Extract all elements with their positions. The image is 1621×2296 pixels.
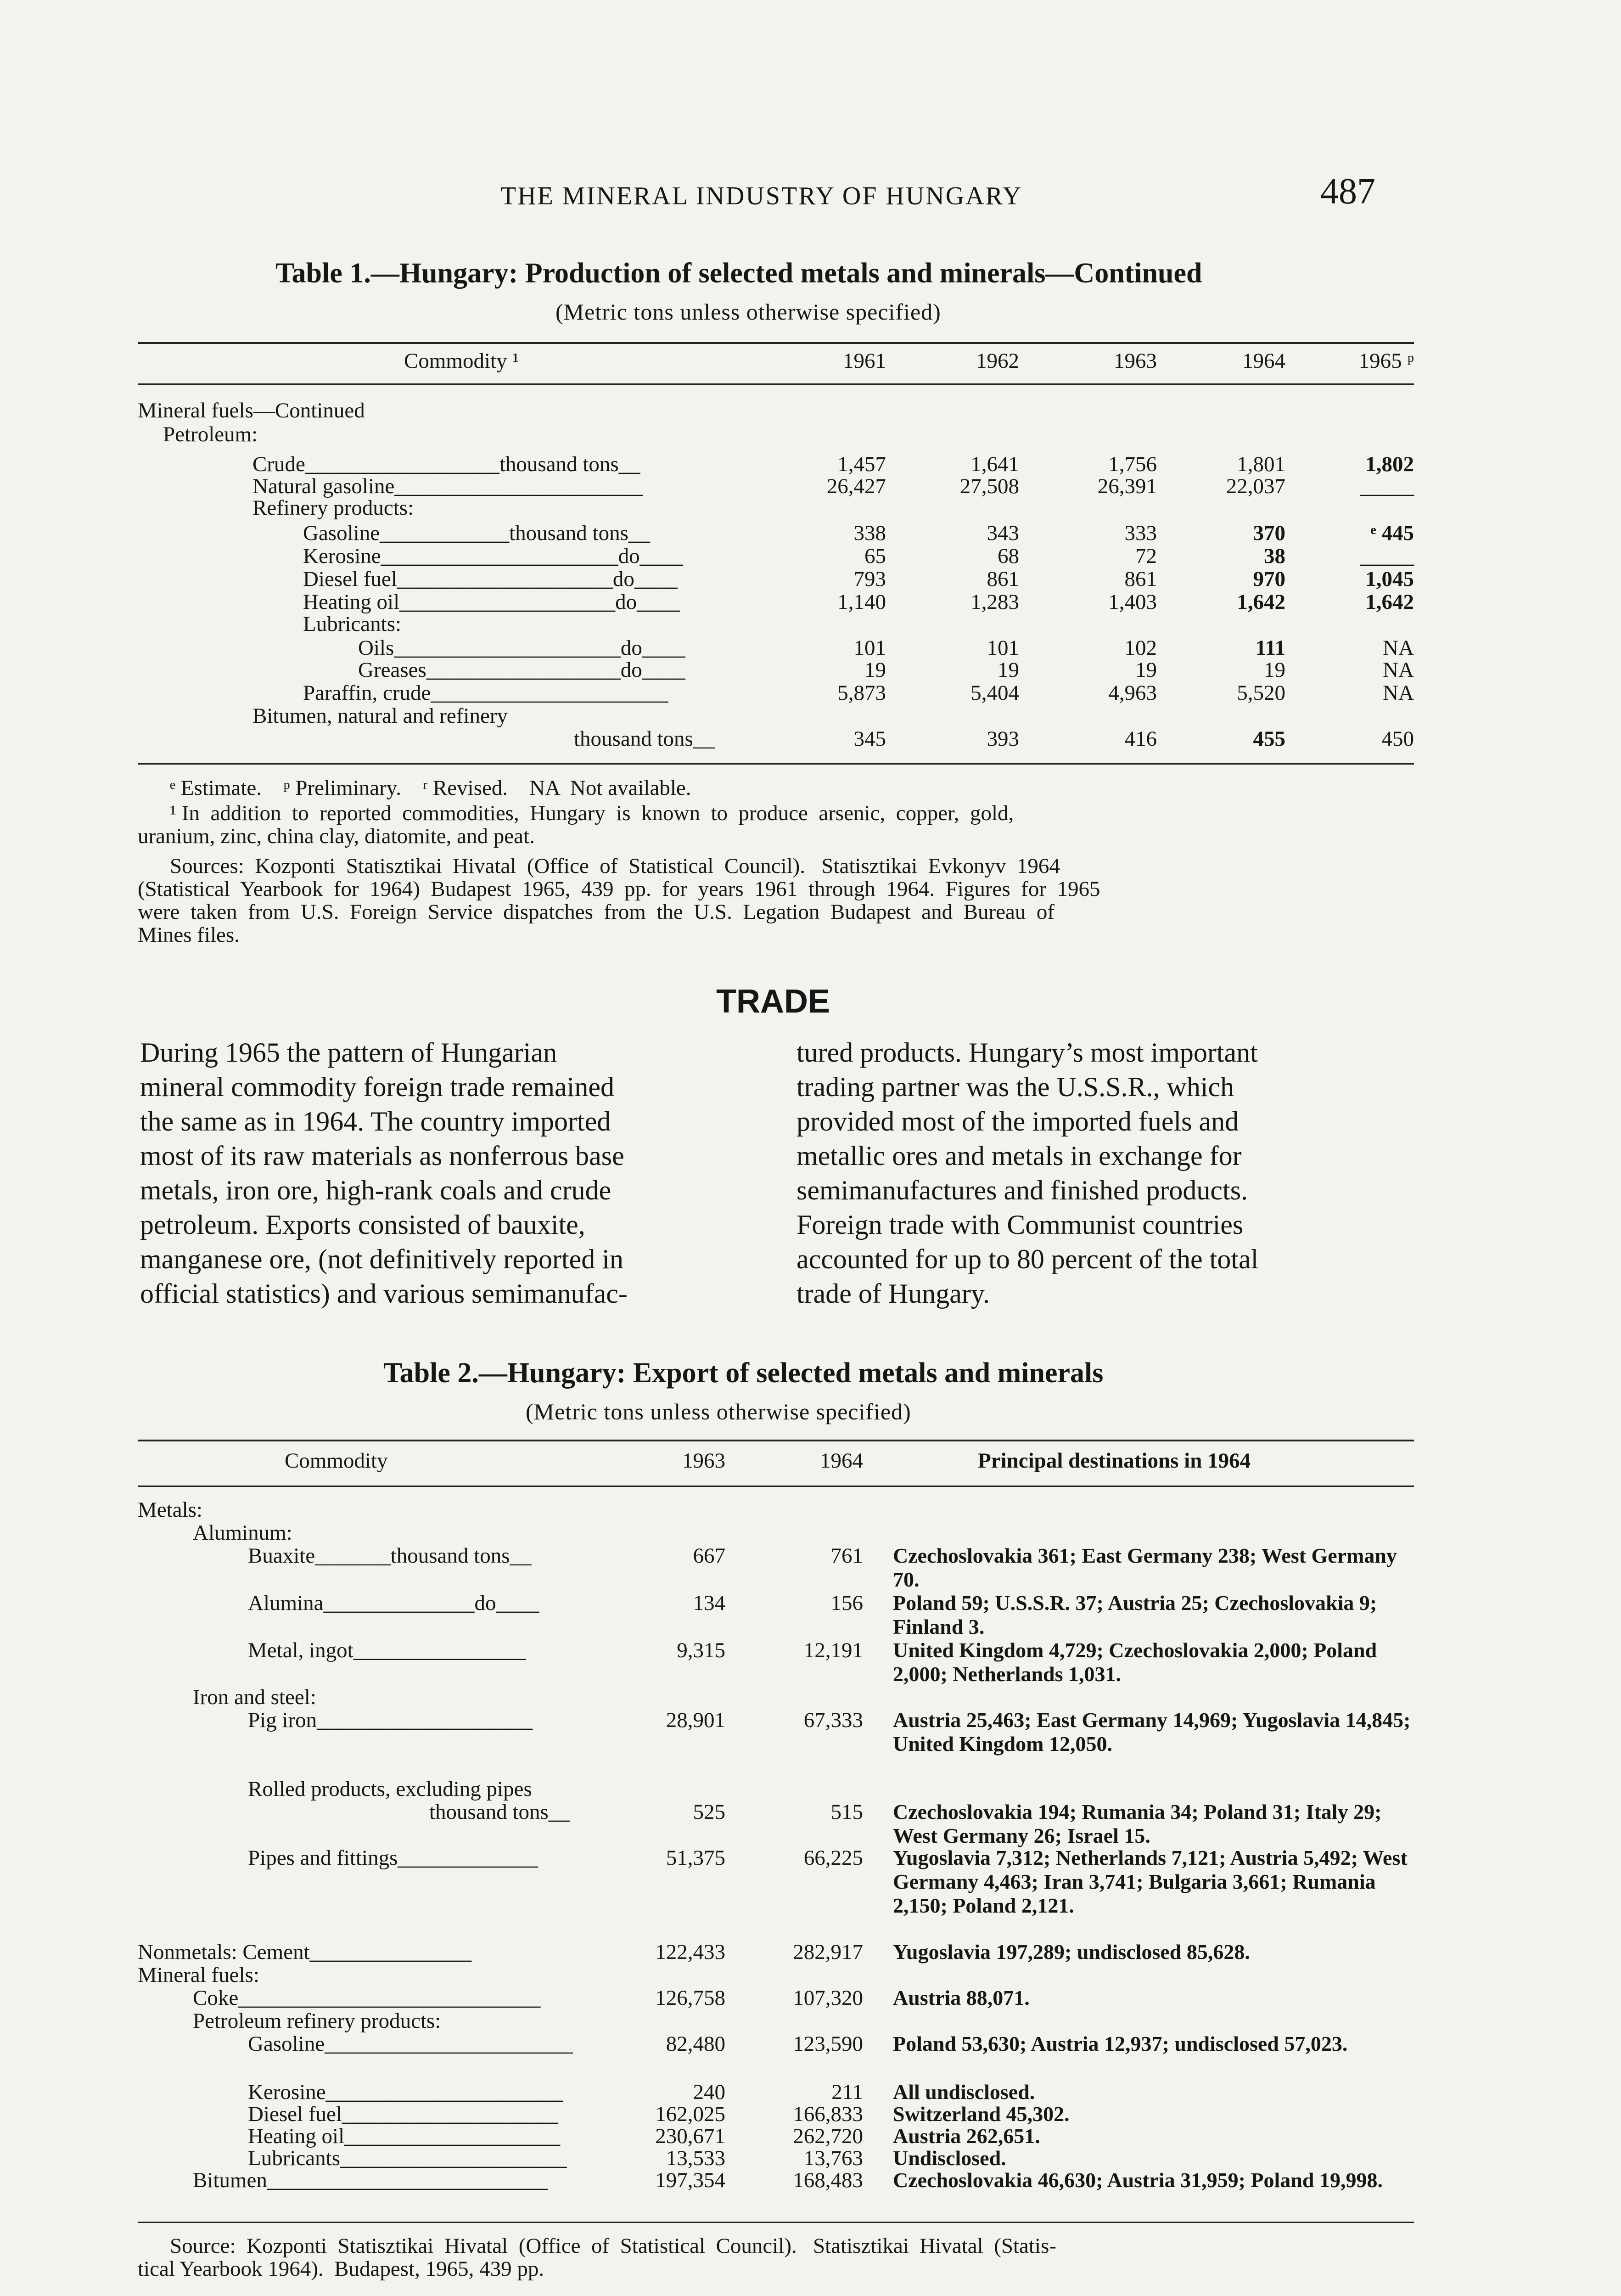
table2-lubricants-1963: 13,533 xyxy=(666,2146,725,2170)
table1-kerosine-1964: 38 xyxy=(1264,544,1285,568)
table2-col-destinations: Principal destinations in 1964 xyxy=(978,1449,1251,1473)
table1-label-diesel: Diesel fuel____________________do____ xyxy=(303,567,678,591)
table1-label-petroleum: Petroleum: xyxy=(163,422,258,446)
table2-coke-1963: 126,758 xyxy=(655,1986,725,2010)
table2-caption: Table 2.—Hungary: Export of selected metals and minerals xyxy=(383,1357,1104,1389)
table1-paraffin-1964: 5,520 xyxy=(1237,681,1285,705)
table2-label-coke: Coke____________________________ xyxy=(193,1986,541,2010)
table1-heating-1962: 1,283 xyxy=(970,590,1019,614)
table1-label-oils: Oils_____________________do____ xyxy=(358,636,685,660)
table2-label-rolled-unit: thousand tons__ xyxy=(429,1800,570,1824)
table2-bitumen-1963: 197,354 xyxy=(655,2168,725,2192)
table2-heating-destinations: Austria 262,651. xyxy=(893,2124,1040,2148)
table2-label-aluminum: Aluminum: xyxy=(193,1521,292,1545)
table2-diesel-1963: 162,025 xyxy=(655,2102,725,2126)
table1-paraffin-1963: 4,963 xyxy=(1108,681,1157,705)
trade-left-line: mineral commodity foreign trade remained xyxy=(140,1072,614,1102)
table2-lubricants-destinations: Undisclosed. xyxy=(893,2146,1006,2170)
table2-buaxite-destinations: Czechoslovakia 361; East Germany 238; West Germany 70. xyxy=(893,1544,1397,1591)
table1-diesel-1961: 793 xyxy=(853,567,886,591)
table2-pig-iron-1964: 67,333 xyxy=(803,1708,863,1732)
table1-greases-1962: 19 xyxy=(998,658,1019,682)
trade-paragraph-left xyxy=(140,1035,751,1311)
table1-bitumen-1962: 393 xyxy=(987,727,1019,751)
table2-cement-destinations: Yugoslavia 197,289; undisclosed 85,628. xyxy=(893,1940,1250,1964)
table2-label-metal-ingot: Metal, ingot________________ xyxy=(248,1638,526,1662)
table2-kerosine-1964: 211 xyxy=(831,2080,863,2104)
table2-col-commodity: Commodity xyxy=(285,1449,388,1473)
trade-left-line: During 1965 the pattern of Hungarian xyxy=(140,1037,557,1068)
table1-label-paraffin: Paraffin, crude______________________ xyxy=(303,681,668,705)
table1-label-refinery: Refinery products: xyxy=(252,496,414,520)
table2-label-gasoline: Gasoline_______________________ xyxy=(248,2032,573,2056)
table2-coke-destinations: Austria 88,071. xyxy=(893,1986,1030,2009)
table1-bitumen-1964: 455 xyxy=(1253,727,1285,751)
table1-paraffin-1961: 5,873 xyxy=(837,681,886,705)
trade-right-line: semimanufactures and finished products. xyxy=(796,1175,1248,1205)
table1-gasoline-1962: 343 xyxy=(987,521,1019,545)
table2-pig-iron-destinations: Austria 25,463; East Germany 14,969; Yugoslavia 14,845; United Kingdom 12,050. xyxy=(893,1708,1411,1756)
table2-label-petro: Petroleum refinery products: xyxy=(193,2009,441,2033)
table1-footnote-legend: ᵉ Estimate. ᵖ Preliminary. ʳ Revised. NA Not available. xyxy=(170,776,691,800)
trade-right-line: accounted for up to 80 percent of the total xyxy=(796,1244,1259,1274)
table2-label-buaxite: Buaxite_______thousand tons__ xyxy=(248,1544,532,1568)
table1-col-1962: 1962 xyxy=(976,349,1019,373)
table1-natgas-1963: 26,391 xyxy=(1097,474,1157,498)
trade-paragraph-right xyxy=(796,1035,1412,1311)
table2-gasoline-1964: 123,590 xyxy=(793,2032,863,2056)
table1-label-mineral-fuels: Mineral fuels—Continued xyxy=(138,399,365,422)
table2-rolled-destinations: Czechoslovakia 194; Rumania 34; Poland 31; Italy 29; West Germany 26; Israel 15. xyxy=(893,1800,1382,1847)
table2-metal-ingot-1964: 12,191 xyxy=(803,1638,863,1662)
table1-label-bitumen: Bitumen, natural and refinery xyxy=(252,704,508,728)
table2-rolled-1964: 515 xyxy=(830,1800,863,1824)
table1-oils-1963: 102 xyxy=(1124,636,1157,660)
table1-col-1965: 1965 ᵖ xyxy=(1358,349,1414,373)
table2-pig-iron-1963: 28,901 xyxy=(666,1708,725,1732)
table2-head-rule xyxy=(138,1486,1414,1487)
table1-footnote-1b: uranium, zinc, china clay, diatomite, and peat. xyxy=(138,824,535,848)
table1-sources-a: Sources: Kozponti Statisztikai Hivatal (Office of Statistical Council). Statisztikai Evkonyv 1964 xyxy=(170,854,1060,878)
table2-cement-1963: 122,433 xyxy=(655,1940,725,1964)
trade-left-line: petroleum. Exports consisted of bauxite, xyxy=(140,1210,585,1240)
trade-left-line: manganese ore, (not definitively reported in xyxy=(140,1244,623,1274)
table1-label-greases: Greases__________________do____ xyxy=(358,658,685,682)
table2-metal-ingot-1963: 9,315 xyxy=(677,1638,725,1662)
table1-oils-1962: 101 xyxy=(987,636,1019,660)
table1-natgas-1962: 27,508 xyxy=(959,474,1019,498)
table2-col-1963: 1963 xyxy=(682,1449,725,1473)
trade-heading: TRADE xyxy=(716,983,830,1020)
table1-crude-1963: 1,756 xyxy=(1108,452,1157,476)
table2-pipes-1963: 51,375 xyxy=(666,1846,725,1870)
table2-bitumen-1964: 168,483 xyxy=(793,2168,863,2192)
running-header: THE MINERAL INDUSTRY OF HUNGARY xyxy=(500,182,1023,210)
trade-right-line: provided most of the imported fuels and xyxy=(796,1106,1239,1137)
trade-left-line: metals, iron ore, high-rank coals and crude xyxy=(140,1175,611,1205)
table1-oils-1965: NA xyxy=(1383,636,1414,660)
table1-gasoline-1963: 333 xyxy=(1124,521,1157,545)
trade-left-line: most of its raw materials as nonferrous base xyxy=(140,1141,624,1171)
table1-kerosine-1965: _____ xyxy=(1360,544,1414,568)
table1-col-commodity: Commodity ¹ xyxy=(404,349,519,373)
table2-cement-1964: 282,917 xyxy=(793,1940,863,1964)
trade-right-line: trading partner was the U.S.S.R., which xyxy=(796,1072,1234,1102)
table1-label-crude: Crude__________________thousand tons__ xyxy=(252,452,640,476)
trade-left-line: official statistics) and various semimanufac- xyxy=(140,1278,628,1309)
table1-natgas-1961: 26,427 xyxy=(826,474,886,498)
table1-footnote-1a: ¹ In addition to reported commodities, Hungary is known to produce arsenic, copper, gold, xyxy=(170,801,1014,825)
table2-subtitle: (Metric tons unless otherwise specified) xyxy=(526,1399,911,1424)
table2-label-iron-steel: Iron and steel: xyxy=(193,1685,316,1709)
table2-buaxite-1964: 761 xyxy=(830,1544,863,1568)
table2-gasoline-1963: 82,480 xyxy=(666,2032,725,2056)
table2-col-1964: 1964 xyxy=(820,1449,863,1473)
table2-pipes-1964: 66,225 xyxy=(803,1846,863,1870)
table1-paraffin-1962: 5,404 xyxy=(970,681,1019,705)
table1-bottom-rule xyxy=(138,763,1414,765)
table2-diesel-destinations: Switzerland 45,302. xyxy=(893,2102,1070,2126)
table1-diesel-1964: 970 xyxy=(1253,567,1285,591)
table1-label-bitumen-unit: thousand tons__ xyxy=(574,727,715,751)
table2-label-heating: Heating oil____________________ xyxy=(248,2124,561,2148)
table1-gasoline-1965: ᵉ 445 xyxy=(1370,521,1414,545)
table1-sources-c: were taken from U.S. Foreign Service dispatches from the U.S. Legation Budapest and Bureau of xyxy=(138,900,1055,924)
table1-gasoline-1964: 370 xyxy=(1253,521,1285,545)
table2-label-bitumen: Bitumen__________________________ xyxy=(193,2168,548,2192)
table1-gasoline-1961: 338 xyxy=(853,521,886,545)
table2-heating-1964: 262,720 xyxy=(793,2124,863,2148)
table2-buaxite-1963: 667 xyxy=(693,1544,725,1568)
table2-heating-1963: 230,671 xyxy=(655,2124,725,2148)
table1-heating-1963: 1,403 xyxy=(1108,590,1157,614)
table1-bitumen-1965: 450 xyxy=(1381,727,1414,751)
table1-diesel-1965: 1,045 xyxy=(1365,567,1414,591)
table1-heating-1965: 1,642 xyxy=(1365,590,1414,614)
table1-col-1961: 1961 xyxy=(843,349,886,373)
table1-natgas-1965: _____ xyxy=(1360,474,1414,498)
table1-label-lubricants: Lubricants: xyxy=(303,612,402,636)
table1-bitumen-1963: 416 xyxy=(1124,727,1157,751)
table2-source-a: Source: Kozponti Statisztikai Hivatal (Office of Statistical Council). Statisztikai Hivatal (Statis- xyxy=(170,2234,1056,2258)
table1-label-kerosine: Kerosine______________________do____ xyxy=(303,544,683,568)
table1-label-gasoline: Gasoline____________thousand tons__ xyxy=(303,521,650,545)
trade-left-line: the same as in 1964. The country imported xyxy=(140,1106,611,1137)
trade-right-line: metallic ores and metals in exchange for xyxy=(796,1141,1242,1171)
table1-heating-1964: 1,642 xyxy=(1237,590,1285,614)
table1-greases-1961: 19 xyxy=(864,658,886,682)
table2-label-rolled: Rolled products, excluding pipes xyxy=(248,1777,532,1801)
table2-top-rule xyxy=(138,1440,1414,1441)
table1-top-rule xyxy=(138,342,1414,344)
table1-kerosine-1961: 65 xyxy=(864,544,886,568)
table2-label-lubricants: Lubricants_____________________ xyxy=(248,2146,567,2170)
table1-crude-1965: 1,802 xyxy=(1365,452,1414,476)
table2-alumina-1963: 134 xyxy=(693,1591,725,1615)
table1-crude-1962: 1,641 xyxy=(970,452,1019,476)
table2-pipes-destinations: Yugoslavia 7,312; Netherlands 7,121; Austria 5,492; West Germany 4,463; Iran 3,741; Bulgaria 3,661; Rumania 2,150; Poland 2,121. xyxy=(893,1846,1408,1917)
table1-natgas-1964: 22,037 xyxy=(1226,474,1285,498)
table1-heating-1961: 1,140 xyxy=(837,590,886,614)
table1-crude-1964: 1,801 xyxy=(1237,452,1285,476)
table1-head-rule xyxy=(138,383,1414,385)
table1-oils-1964: 111 xyxy=(1255,636,1285,660)
page-number: 487 xyxy=(1320,171,1375,212)
table2-label-alumina: Alumina______________do____ xyxy=(248,1591,539,1615)
table2-alumina-destinations: Poland 59; U.S.S.R. 37; Austria 25; Czechoslovakia 9; Finland 3. xyxy=(893,1591,1377,1638)
table1-col-1964: 1964 xyxy=(1242,349,1285,373)
table2-label-cement: Nonmetals: Cement_______________ xyxy=(138,1940,472,1964)
table1-subtitle: (Metric tons unless otherwise specified) xyxy=(555,299,941,325)
table2-kerosine-1963: 240 xyxy=(693,2080,725,2104)
table1-oils-1961: 101 xyxy=(853,636,886,660)
table2-label-metals: Metals: xyxy=(138,1498,202,1522)
table2-alumina-1964: 156 xyxy=(830,1591,863,1615)
table2-diesel-1964: 166,833 xyxy=(793,2102,863,2126)
table2-label-mineral-fuels: Mineral fuels: xyxy=(138,1963,259,1987)
table1-label-heating: Heating oil____________________do____ xyxy=(303,590,680,614)
table1-sources-b: (Statistical Yearbook for 1964) Budapest 1965, 439 pp. for years 1961 through 1964. Figures for 1965 xyxy=(138,877,1100,901)
trade-right-line: tured products. Hungary’s most important xyxy=(796,1037,1258,1068)
trade-right-line: trade of Hungary. xyxy=(796,1278,990,1309)
table1-col-1963: 1963 xyxy=(1114,349,1157,373)
table1-greases-1963: 19 xyxy=(1135,658,1157,682)
table1-greases-1964: 19 xyxy=(1264,658,1285,682)
table1-crude-1961: 1,457 xyxy=(837,452,886,476)
table1-caption: Table 1.—Hungary: Production of selected metals and minerals—Continued xyxy=(275,258,1202,289)
table2-lubricants-1964: 13,763 xyxy=(803,2146,863,2170)
table2-metal-ingot-destinations: United Kingdom 4,729; Czechoslovakia 2,000; Poland 2,000; Netherlands 1,031. xyxy=(893,1638,1377,1686)
table1-label-natural-gasoline: Natural gasoline_______________________ xyxy=(252,474,643,498)
table1-diesel-1962: 861 xyxy=(987,567,1019,591)
table2-kerosine-destinations: All undisclosed. xyxy=(893,2080,1035,2104)
table1-paraffin-1965: NA xyxy=(1383,681,1414,705)
table1-kerosine-1963: 72 xyxy=(1135,544,1157,568)
table1-bitumen-1961: 345 xyxy=(853,727,886,751)
trade-right-line: Foreign trade with Communist countries xyxy=(796,1210,1244,1240)
table2-label-kerosine: Kerosine______________________ xyxy=(248,2080,563,2104)
table1-greases-1965: NA xyxy=(1383,658,1414,682)
table1-diesel-1963: 861 xyxy=(1124,567,1157,591)
table2-rolled-1963: 525 xyxy=(693,1800,725,1824)
table2-label-pig-iron: Pig iron____________________ xyxy=(248,1708,533,1732)
table2-label-pipes: Pipes and fittings_____________ xyxy=(248,1846,538,1870)
table2-coke-1964: 107,320 xyxy=(793,1986,863,2010)
table2-source-b: tical Yearbook 1964). Budapest, 1965, 439 pp. xyxy=(138,2257,544,2281)
table1-sources-d: Mines files. xyxy=(138,923,240,947)
table2-bitumen-destinations: Czechoslovakia 46,630; Austria 31,959; Poland 19,998. xyxy=(893,2168,1383,2192)
table2-bottom-rule xyxy=(138,2222,1414,2223)
table2-gasoline-destinations: Poland 53,630; Austria 12,937; undisclosed 57,023. xyxy=(893,2032,1348,2055)
table1-kerosine-1962: 68 xyxy=(998,544,1019,568)
table2-label-diesel: Diesel fuel____________________ xyxy=(248,2102,558,2126)
